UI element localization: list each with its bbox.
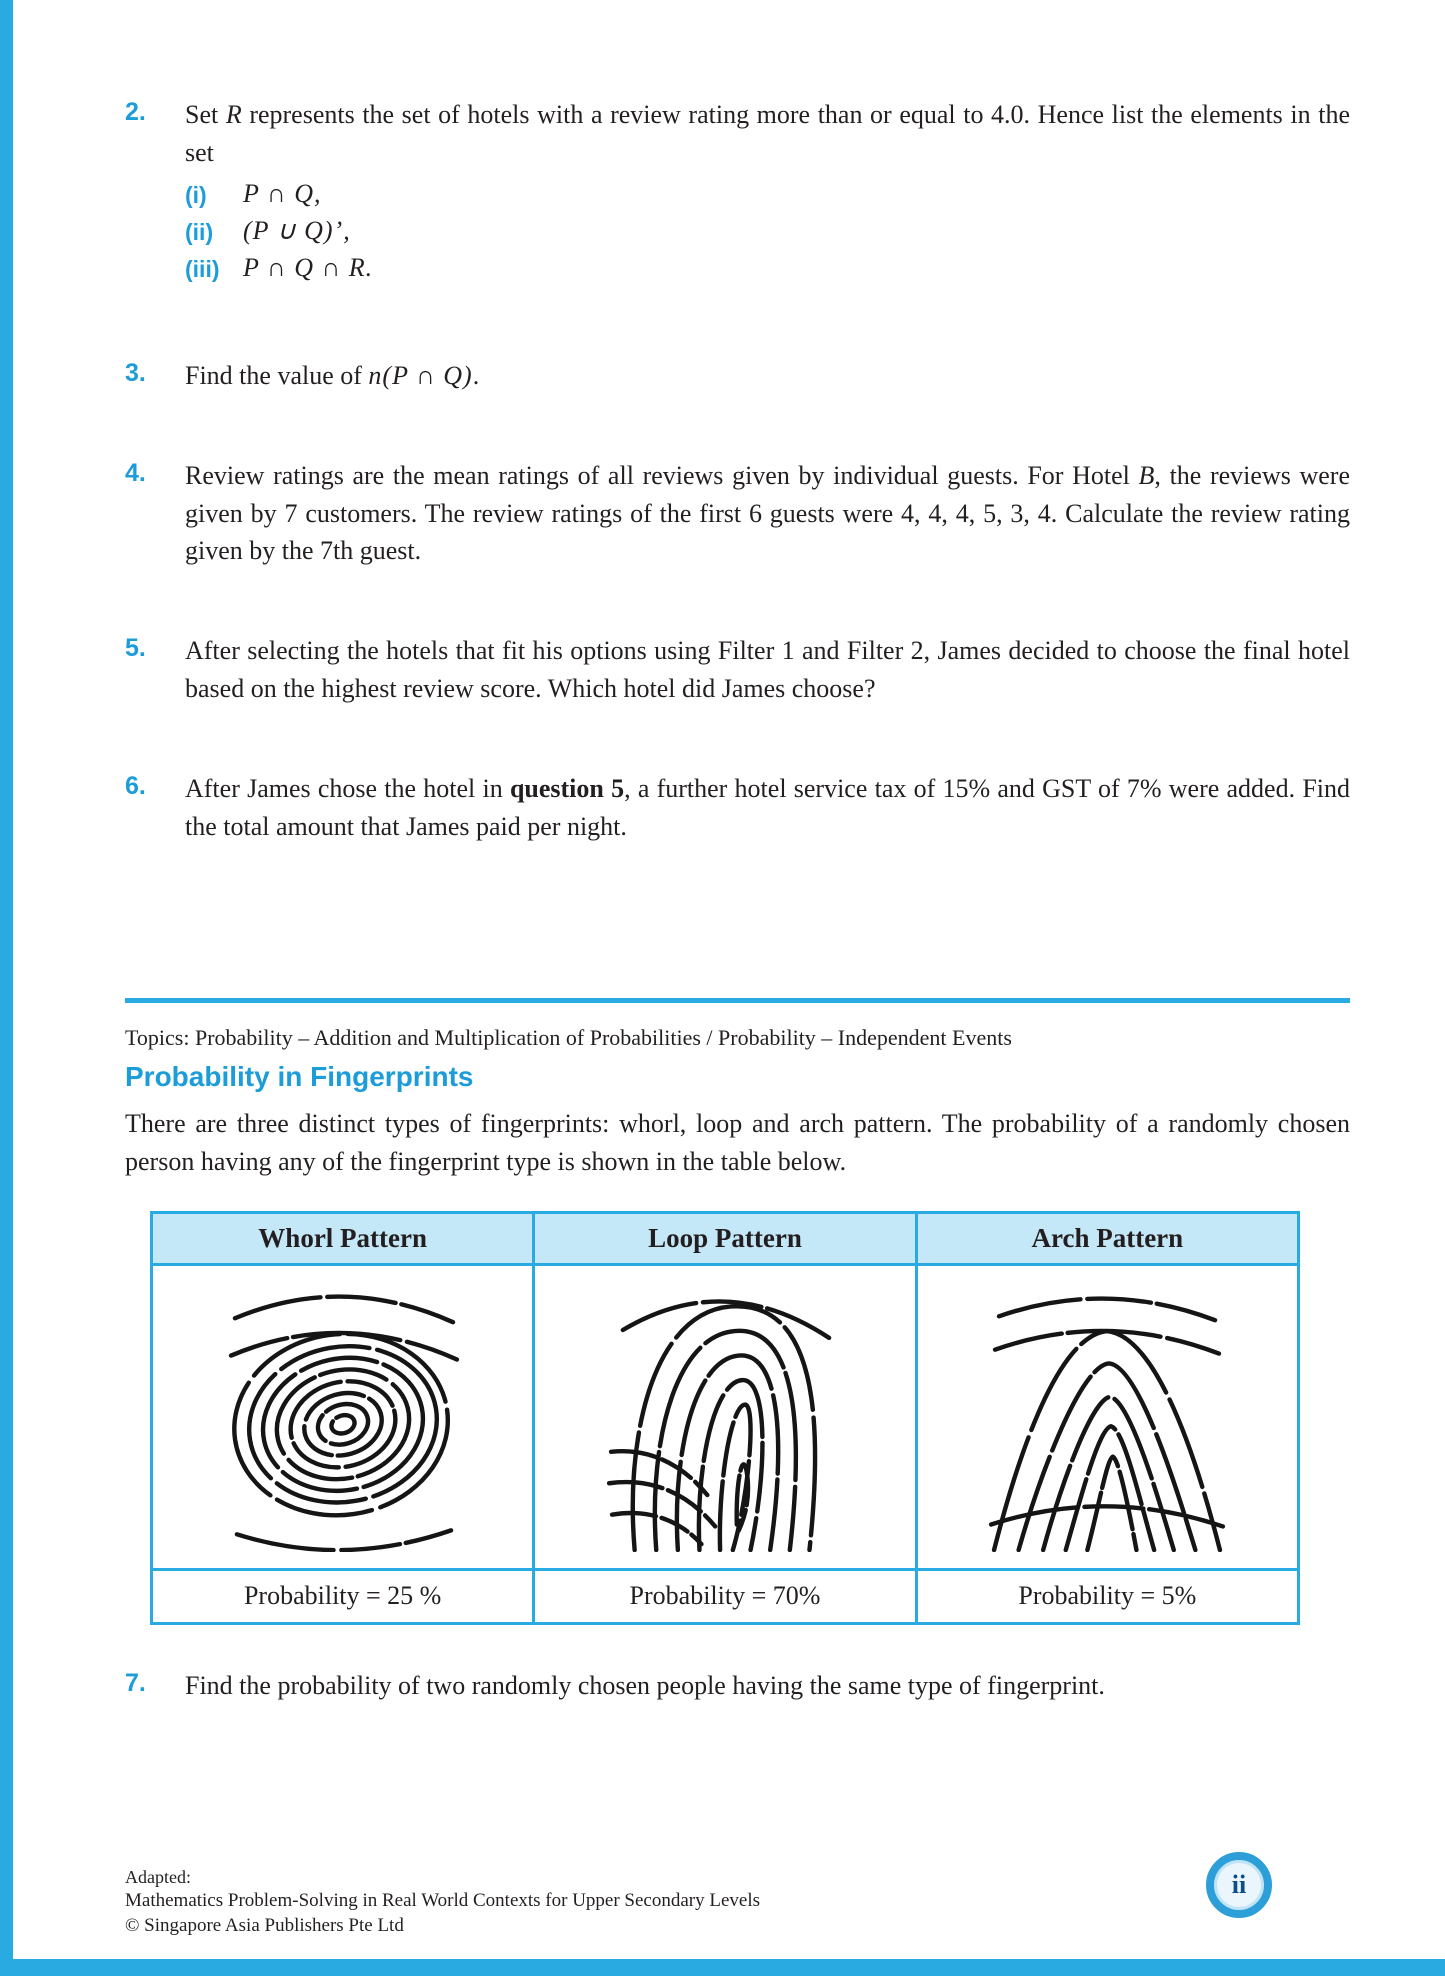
section-divider — [125, 998, 1350, 1003]
page-content — [125, 0, 1350, 1705]
question-3-number: 3. — [125, 358, 146, 387]
header-whorl-pattern: Whorl Pattern — [152, 1212, 534, 1264]
footer-adapted-label: Adapted: — [125, 1867, 191, 1887]
fingerprint-table — [150, 1211, 1300, 1625]
topics-line: Topics: Probability – Addition and Multiplication of Probabilities / Probability – Independent Events — [125, 1025, 1012, 1051]
question-6 — [125, 770, 1350, 846]
loop-fingerprint-cell — [534, 1264, 916, 1569]
whorl-fingerprint-image — [223, 1277, 463, 1557]
whorl-probability: Probability = 25 % — [152, 1569, 534, 1623]
question-4 — [125, 457, 1350, 571]
page-number-badge: ii — [1206, 1852, 1272, 1918]
section-heading: Probability in Fingerprints — [125, 1061, 474, 1093]
left-accent-bar — [0, 0, 13, 1976]
footer-source-title: Mathematics Problem-Solving in Real World Contexts for Upper Secondary Levels — [125, 1890, 761, 1912]
arch-fingerprint-cell — [916, 1264, 1298, 1569]
subitem-iii-expression: P ∩ Q ∩ R. — [243, 252, 374, 282]
question-2-number: 2. — [125, 98, 146, 126]
question-4-var: B — [1138, 460, 1155, 490]
footer-copyright: © Singapore Asia Publishers Pte Ltd — [125, 1915, 404, 1937]
question-6-text-post: , a further hotel service tax of 15% and GST of 7% were added. Find the total amount that James paid per night. — [185, 774, 1351, 842]
arch-fingerprint-image — [987, 1277, 1227, 1557]
question-2-var: R — [225, 100, 242, 129]
question-2-text-pre: Set — [185, 100, 226, 129]
fingerprint-table-header-row — [152, 1212, 1299, 1264]
question-2-subitems — [185, 176, 1350, 287]
subitem-i-label: (i) — [185, 181, 207, 208]
section-intro: There are three distinct types of fingerprints: whorl, loop and arch pattern. The probability of a randomly chosen person having any of the fingerprint type is shown in the table below. — [125, 1109, 1350, 1176]
question-2-body — [185, 96, 1350, 287]
subitem-ii-expression: (P ∪ Q)’, — [243, 215, 351, 245]
bottom-accent-bar — [0, 1959, 1445, 1976]
question-3-expression: n(P ∩ Q) — [368, 360, 473, 390]
question-3-body — [185, 357, 1350, 395]
fingerprint-table-probability-row — [152, 1569, 1299, 1623]
subitem-iii — [185, 250, 1350, 287]
loop-fingerprint-image — [605, 1277, 845, 1557]
question-3-text-post: . — [472, 360, 480, 390]
question-6-body — [185, 770, 1350, 846]
question-4-body — [185, 457, 1350, 571]
question-5 — [125, 632, 1350, 708]
arch-probability: Probability = 5% — [916, 1569, 1298, 1623]
question-6-number: 6. — [125, 772, 146, 801]
subitem-iii-label: (iii) — [185, 255, 220, 282]
subitem-i — [185, 176, 1350, 213]
subitem-i-expression: P ∩ Q, — [243, 178, 322, 208]
question-5-body: After selecting the hotels that fit his options using Filter 1 and Filter 2, James decided to choose the final hotel based on the highest review score. Which hotel did James choose? — [185, 636, 1350, 704]
header-loop-pattern: Loop Pattern — [534, 1212, 916, 1264]
question-7-number: 7. — [125, 1668, 146, 1697]
question-4-number: 4. — [125, 458, 146, 487]
loop-probability: Probability = 70% — [534, 1569, 916, 1623]
question-2-text-post: represents the set of hotels with a review rating more than or equal to 4.0. Hence list the elements in the set — [185, 100, 1350, 167]
question-6-text-pre: After James chose the hotel in — [185, 774, 510, 804]
subitem-ii-label: (ii) — [185, 218, 214, 245]
question-4-text-post: , the reviews were given by 7 customers. The review ratings of the first 6 guests were 4, 4, 4, 5, 3, 4. Calculate the review rating given by the 7th guest. — [185, 460, 1350, 566]
subitem-ii — [185, 213, 1350, 250]
question-5-number: 5. — [125, 634, 146, 663]
question-2 — [125, 96, 1350, 287]
page-footer — [125, 1866, 760, 1939]
whorl-fingerprint-cell — [152, 1264, 534, 1569]
question-3-text-pre: Find the value of — [185, 360, 369, 390]
question-6-bold-ref: question 5 — [509, 774, 625, 804]
question-7 — [125, 1667, 1350, 1705]
question-7-body: Find the probability of two randomly chosen people having the same type of fingerprint. — [185, 1670, 1105, 1700]
question-4-text-pre: Review ratings are the mean ratings of all reviews given by individual guests. For Hotel — [185, 460, 1139, 490]
fingerprint-table-image-row — [152, 1264, 1299, 1569]
header-arch-pattern: Arch Pattern — [916, 1212, 1298, 1264]
question-3 — [125, 357, 1350, 395]
